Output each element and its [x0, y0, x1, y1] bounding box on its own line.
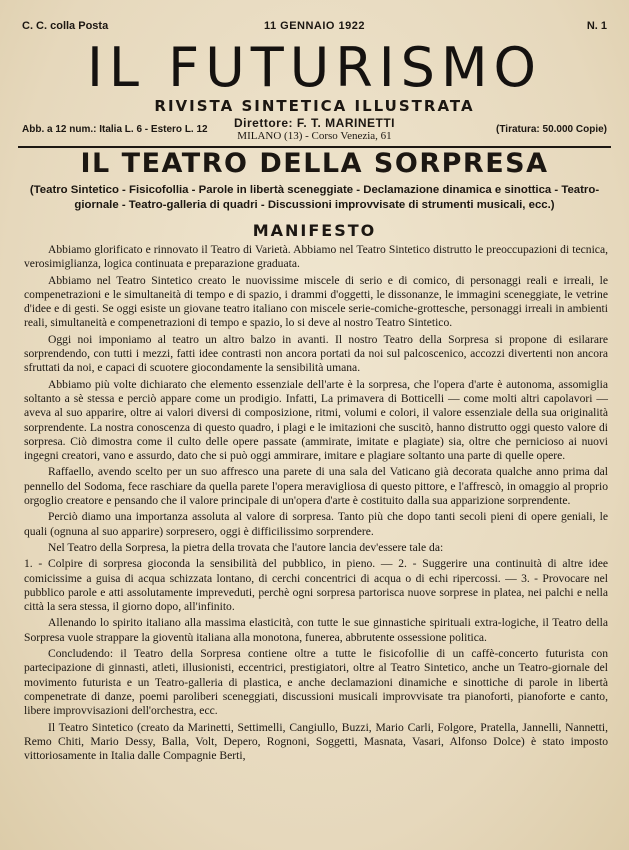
paragraph: Il Teatro Sintetico (creato da Marinetti, Settimelli, Cangiullo, Buzzi, Mario Carli, Folgore, Pratella, Jannelli, Nannetti, Remo Chiti, Mario Dessy, Balla, Volt, Depero, Rognoni, Soggetti, Masnata, Vasari, Alfonso Dolce) è stato imposto vittoriosamente in Italia dalle Compagnie Berti, — [24, 720, 608, 763]
paragraph: Abbiamo nel Teatro Sintetico creato le nuovissime miscele di serio e di comico, di personaggi reali e irreali, le compenetrazioni e le simultaneità di tempo e di spazio, i drammi d'oggetti, le dissonanze, le immagini sceneggiate, le vetrine d'idee e di gesti. Se oggi esiste un giovane teatro italiano con miscele serie-comiche-grottesche, personaggi irreali in ambienti reali, simultaneità e compenetrazioni di tempo e spazio, lo si deve al nostro Teatro Sintetico. — [24, 273, 608, 330]
publication-info — [22, 116, 607, 146]
paragraph: Allenando lo spirito italiano alla massima elasticità, con tutte le sue ginnastiche spirituali extra-logiche, il Teatro della Sorpresa vuole strappare la gioventù italiana alla monotona, funerea, abbrutente ossessione politica. — [24, 616, 608, 644]
issue-number: N. 1 — [586, 20, 607, 32]
article-title: IL TEATRO DELLA SORPRESA — [80, 148, 549, 179]
circulation-note: (Tiratura: 50.000 Copie) — [496, 124, 607, 135]
paragraph: Nel Teatro della Sorpresa, la pietra della trovata che l'autore lancia dev'essere tale da: — [48, 540, 444, 554]
subscription-price: Abb. a 12 num.: Italia L. 6 - Estero L. 12 — [22, 124, 208, 135]
paragraph: 1. - Colpire di sorpresa gioconda la sensibilità del pubblico, in pieno. — 2. - Suggerire una continuità di altre idee comicissime a guisa di acqua schizzata lontano, di cerchi concentrici di acqua o di echi ripercossi. — 3. - Provocare nel pubblico parole e atti assolutamente impreveduti, perchè ogni sorpresa partorisca nuove sorprese in platea, nei palchi e nella città la sera stessa, il giorno dopo, all'infinito. — [24, 557, 608, 614]
paragraph: Abbiamo più volte dichiarato che elemento essenziale dell'arte è la sorpresa, che l'opera d'arte è autonoma, assomiglia soltanto a sè stessa e perciò appare come un prodigio. Infatti, La primavera di Botticelli — come molti altri capolavori — aveva al suo apparire, oltre ai valori diversi di composizione, ritmi, volumi e colori, il valore essenziale della sua originalità sorprendente. La nostra conoscenza di questo quadro, i plagi e le imitazioni che suscitò, hanno distrutto oggi questo valore di sorpresa. Ciò dimostra come il culto delle opere passate (ammirate, imitate e plagiate) sia, oltre che pernicioso ai nuovi ingegni creatori, vano e assurdo, dato che si può oggi ammirare, imitare e plagiare soltanto una parte di quelle opere. — [24, 377, 608, 463]
paragraph: Abbiamo glorificato e rinnovato il Teatro di Varietà. Abbiamo nel Teatro Sintetico distrutto le preoccupazioni di tecnica, verosimiglianza, logica continuata e preparazione graduata. — [24, 243, 608, 271]
paragraph: Concludendo: il Teatro della Sorpresa contiene oltre a tutte le fisicofollie di un caffè-concerto futurista con partecipazione di ginnasti, atleti, illusionisti, eccentrici, prestigiatori, oltre al Teatro Sintetico, anche un Teatro-giornale del movimento futurista e un Teatro-galleria di plastica, e anche declamazioni dinamiche e sinottiche di parole in libertà compenetrate di danze, poemi paroliberi sceneggiati, discussioni musicali improvvisate tra pianoforti, pianoforte e canto, libere improvvisazioni dell'orchestra, ecc. — [24, 647, 608, 718]
paragraph: Raffaello, avendo scelto per un suo affresco una parete di una sala del Vaticano già decorata qualche anno prima dal pennello del Sodoma, fece raschiare da quella parete l'opera meravigliosa di questo pittore, e l'affrescò, in omaggio al proprio orgoglio creatore e pensando che il valore principale di un'opera d'arte è costituito dalla sua apparizione sorprendente. — [24, 465, 608, 508]
postal-note: C. C. colla Posta — [22, 20, 109, 32]
director-line: Direttore: F. T. MARINETTI — [233, 116, 395, 130]
paragraph: Perciò diamo una importanza assoluta al valore di sorpresa. Tanto più che dopo tanti secoli pieni di opere geniali, le quali (ognuna al suo apparire) sorpresero, oggi è difficilissimo sorprendere. — [24, 510, 608, 538]
paragraph: Oggi noi imponiamo al teatro un altro balzo in avanti. Il nostro Teatro della Sorpresa si propone di esilarare sorprendendo, con tutti i mezzi, fatti idee contrasti non ancora portati da noi sul palcoscenico, accozzi divertenti non ancora sfruttati da noi, e capaci di scuotere giocondamente la sensibilità umana. — [24, 332, 608, 375]
header-line — [22, 20, 607, 36]
article-subheading: (Teatro Sintetico - Fisicofollia - Parole in libertà sceneggiate - Declamazione dinamica e sinottica - Teatro-giornale - Teatro-galleria di quadri - Discussioni improvvisate di strumenti musicali, ecc.) — [29, 184, 600, 211]
issue-date: 11 GENNAIO 1922 — [263, 20, 366, 32]
section-heading: MANIFESTO — [252, 221, 377, 240]
address-line: MILANO (13) - Corso Venezia, 61 — [237, 130, 392, 142]
masthead-subtitle: RIVISTA SINTETICA ILLUSTRATA — [154, 97, 475, 115]
masthead-title: IL FUTURISMO — [86, 36, 543, 99]
article-body — [24, 243, 608, 765]
